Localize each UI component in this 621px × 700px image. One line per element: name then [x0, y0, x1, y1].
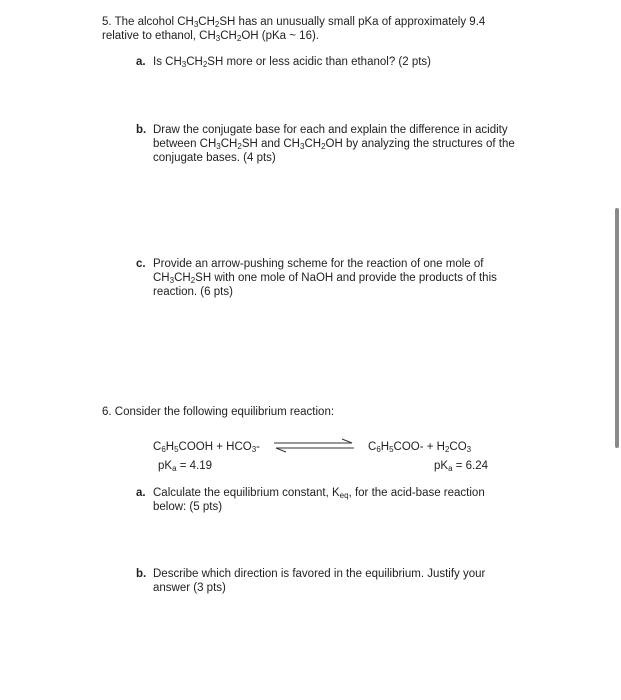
q6a-line1: Calculate the equilibrium constant, $K_{eq}$, for the acid-base reaction: [153, 487, 485, 500]
q5c-line3: reaction. (6 pts): [153, 286, 233, 298]
q5a-label: a.: [136, 56, 146, 68]
q5b-line3: conjugate bases. (4 pts): [153, 152, 276, 164]
q6b-label: b.: [136, 568, 147, 580]
q5-intro-line2: relative to ethanol, $CH_3CH_2OH$ (pKa ~ 16).: [102, 30, 319, 43]
q6a-line2: below: (5 pts): [153, 501, 223, 513]
q6-products: $C_6H_5COO- + H_2CO_3$: [368, 441, 472, 454]
q5c-label: c.: [136, 258, 146, 270]
q6-pka-left: $pK_a = 4.19$: [158, 460, 213, 473]
q6b-line1: Describe which direction is favored in the equilibrium. Justify your: [153, 568, 486, 580]
q6b-line2: answer (3 pts): [153, 582, 226, 594]
q5a-text: Is $CH_3CH_2SH$ more or less acidic than ethanol? (2 pts): [153, 56, 431, 69]
q5b-label: b.: [136, 124, 147, 136]
vertical-scrollbar[interactable]: [615, 208, 619, 448]
q6a-label: a.: [136, 487, 146, 499]
q6-pka-right: $pK_a = 6.24$: [434, 460, 489, 473]
q5c-line1: Provide an arrow-pushing scheme for the reaction of one mole of: [153, 258, 484, 270]
q5-intro-line1: 5. The alcohol $CH_3CH_2SH$ has an unusually small pKa of approximately 9.4: [102, 16, 486, 29]
q6-reactants: $C_6H_5COOH + HCO_3-$: [153, 441, 260, 454]
equilibrium-arrows-icon: [272, 437, 356, 455]
q5b-line2: between $CH_3CH_2SH$ and $CH_3CH_2OH$ by analyzing the structures of the: [153, 138, 515, 151]
q6-intro: 6. Consider the following equilibrium reaction:: [102, 406, 335, 418]
q5b-line1: Draw the conjugate base for each and explain the difference in acidity: [153, 124, 508, 136]
q5c-line2: $CH_3CH_2SH$ with one mole of NaOH and provide the products of this: [153, 272, 497, 285]
